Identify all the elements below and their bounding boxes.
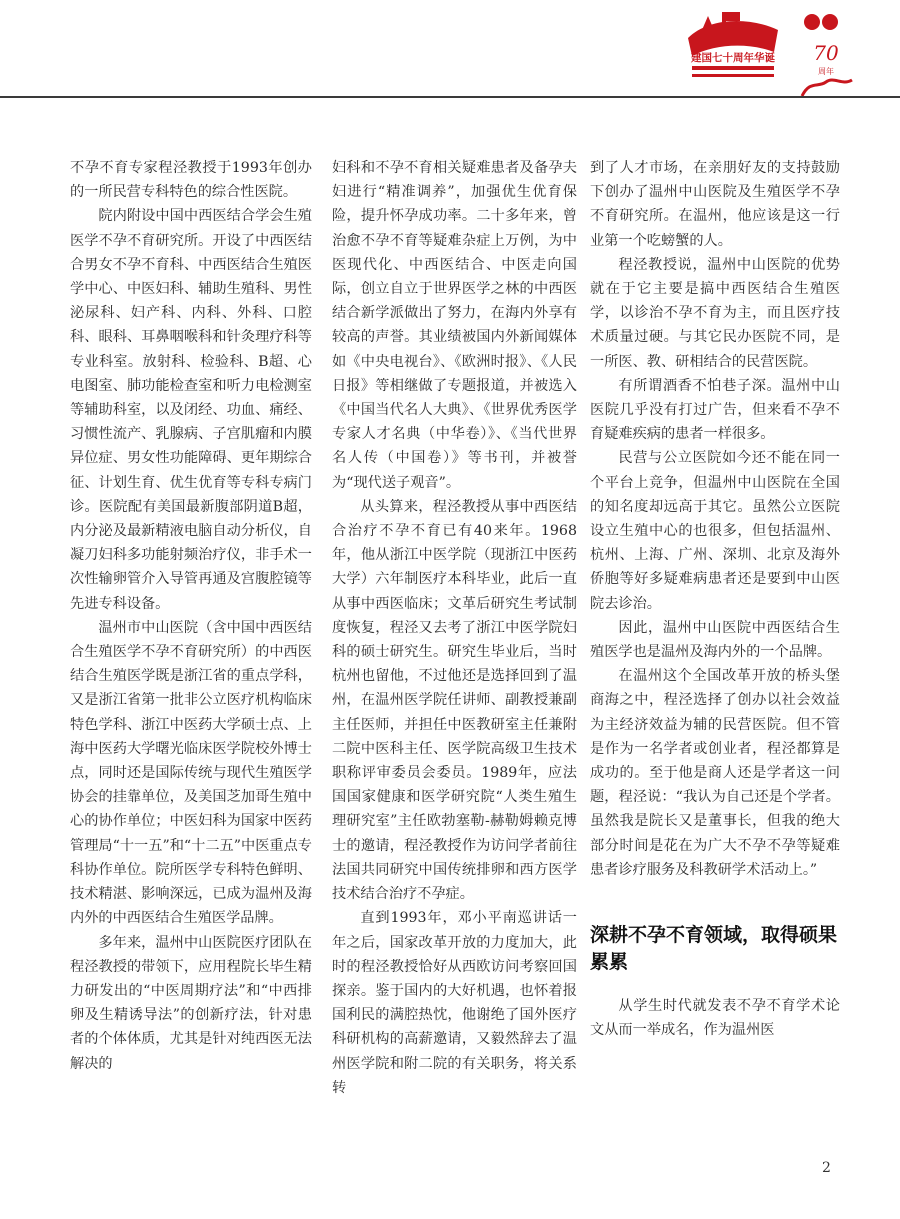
- paragraph: 多年来，温州中山医院医疗团队在程泾教授的带领下，应用程院长毕生精力研发出的“中医周期疗法”和“中西排卵及生精诱导法”的创新疗法，针对患者的个体体质，尤其是针对纯西医无法解决的: [70, 934, 312, 1072]
- header-rule: [0, 96, 900, 98]
- banner-title: 建国七十周年华诞: [691, 52, 775, 64]
- paragraph: 从头算来，程泾教授从事中西医结合治疗不孕不育已有40来年。1968年，他从浙江中医学院（现浙江中医药大学）六年制医疗本科毕业，此后一直从事中西医临床；文革后研究生考试制度恢复，程泾又去考了浙江中医学院妇科的硕士研究生。研究生毕业后，当时杭州也留他，不过他还是选择回到了温州，在温州医学院任讲师、副教授兼副主任医师，并担任中医教研室主任兼附二院中医科主任、医学院高级卫生技术职称评审委员会委员。1989年，应法国国家健康和医学研究院“人类生殖生理研究室”主任欧勃塞勒-赫勒姆赖克博士的邀请，程泾教授作为访问学者前往法国共同研究中国传统排卵和西方医学技术结合治疗不孕症。: [332, 498, 577, 903]
- paragraph: 不孕不育专家程泾教授于1993年创办的一所民营专科特色的综合性医院。: [70, 160, 312, 201]
- seal-subtext: 周年: [818, 67, 834, 76]
- paragraph: 因此，温州中山医院中西医结合生殖医学也是温州及海内外的一个品牌。: [590, 619, 840, 661]
- anniversary-banner-logo: [678, 8, 788, 88]
- paragraph: 民营与公立医院如今还不能在同一个平台上竞争，但温州中山医院在全国的知名度却远高于其它。虽然公立医院设立生殖中心的也很多，但包括温州、杭州、上海、广州、深圳、北京及海外侨胞等好多疑难病患者还是要到中山医院去诊治。: [590, 450, 840, 612]
- paragraph: 妇科和不孕不育相关疑难患者及备孕夫妇进行“精准调养”，加强优生优育保险，提升怀孕成功率。二十多年来，曾治愈不孕不育等疑难杂症上万例，为中医现代化、中西医结合、中医走向国际，创立自立于世界医学之林的中西医结合新学派做出了努力，在海内外享有较高的声誉。其业绩被国内外新闻媒体如《中央电视台》、《欧洲时报》、《人民日报》等相继做了专题报道，并被选入《中国当代名人大典》、《世界优秀医学专家人才名典（中华卷）》、《当代世界名人传（中国卷）》等书刊，并被誉为“现代送子观音”。: [332, 160, 577, 491]
- text-column-3: [590, 156, 840, 1043]
- paragraph: 温州市中山医院（含中国中西医结合生殖医学不孕不育研究所）的中西医结合生殖医学既是浙江省的重点学科，又是浙江省第一批非公立医疗机构临床特色学科、浙江中医药大学硕士点、上海中医药大学曙光临床医学院校外博士点，同时还是国际传统与现代生殖医学协会的挂靠单位，及美国芝加哥生殖中心的协作单位；中医妇科为国家中医药管理局“十一五”和“十二五”中医重点专科协作单位。院所医学专科特色鲜明、技术精湛、影响深远，已成为温州及海内外的中西医结合生殖医学品牌。: [70, 619, 312, 927]
- seal-number: 70: [813, 41, 839, 65]
- text-column-2: [332, 156, 577, 1100]
- paragraph: 到了人才市场，在亲朋好友的支持鼓励下创办了温州中山医院及生殖医学不孕不育研究所。在温州，他应该是这一行业第一个吃螃蟹的人。: [590, 160, 840, 249]
- paragraph: 程泾教授说，温州中山医院的优势就在于它主要是搞中西医结合生殖医学，以诊治不孕不育为主，而且医疗技术质量过硬。与其它民办医院不同，是一所医、教、研相结合的民营医院。: [590, 256, 840, 370]
- text-column-1: [70, 156, 312, 1076]
- paragraph: 院内附设中国中西医结合学会生殖医学不孕不育研究所。开设了中西医结合男女不孕不育科、中西医结合生殖医学中心、中医妇科、辅助生殖科、男性泌尿科、妇产科、内科、外科、口腔科、眼科、耳鼻咽喉科和针灸理疗科等专业科室。放射科、检验科、B超、心电图室、肺功能检查室和听力电检测室等辅助科室，以及闭经、功血、痛经、习惯性流产、乳腺病、子宫肌瘤和内膜异位症、男女性功能障碍、更年期综合征、计划生育、优生优育等专科专病门诊。医院配有美国最新腹部阴道B超，内分泌及最新精液电脑自动分析仪，自凝刀妇科多功能射频治疗仪，非手术一次性输卵管介入导管再通及宫腹腔镜等先进专科设备。: [70, 208, 312, 612]
- paragraph: 在温州这个全国改革开放的桥头堡商海之中，程泾选择了创办以社会效益为主经济效益为辅的民营医院。但不管是作为一名学者或创业者，程泾都算是成功的。至于他是商人还是学者这一问题，程泾说：“我认为自己还是个学者。虽然我是院长又是董事长，但我的绝大部分时间是花在为广大不孕不孕等疑难患者诊疗服务及科教研学术活动上。”: [590, 668, 840, 878]
- paragraph: 从学生时代就发表不孕不育学术论文从而一举成名，作为温州医: [590, 998, 840, 1039]
- anniversary-seal-logo: [796, 10, 856, 98]
- page-number: 2: [822, 1160, 831, 1176]
- paragraph: 直到1993年，邓小平南巡讲话一年之后，国家改革开放的力度加大，此时的程泾教授恰好从西欧访问考察回国探亲。鉴于国内的大好机遇，也怀着报国利民的满腔热忱，他谢绝了国外医疗科研机构的高薪邀请，又毅然辞去了温州医学院和附二院的有关职务，将关系转: [332, 910, 577, 1096]
- section-heading: 深耕不孕不育领域，取得硕果累累: [590, 924, 838, 974]
- paragraph: 有所谓酒香不怕巷子深。温州中山医院几乎没有打过广告，但来看不孕不育疑难疾病的患者一样很多。: [590, 377, 840, 443]
